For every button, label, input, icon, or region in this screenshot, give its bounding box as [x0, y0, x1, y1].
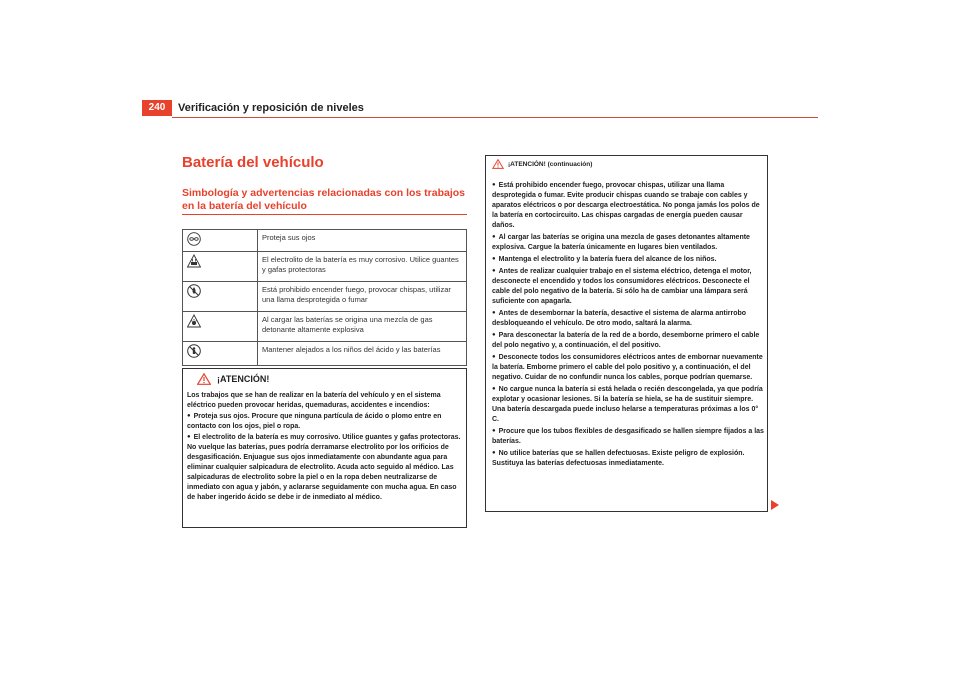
subsection-title: Simbología y advertencias relacionadas con los trabajos en la batería del vehículo [182, 187, 466, 212]
symbol-text: Está prohibido encender fuego, provocar chispas, utilizar una llama desprotegida o fumar [258, 282, 467, 312]
warning-item: ● No utilice baterías que se hallen defectuosas. Existe peligro de explosión. Sustituya las baterías defectuosas inmediatamente. [492, 449, 764, 469]
warning-item: ● Para desconectar la batería de la red de a bordo, desemborne primero el cable del polo negativo y, a continuación, el del positivo. [492, 331, 764, 351]
symbols-table [182, 229, 467, 366]
warning-item: ● El electrolito de la batería es muy corrosivo. Utilice guantes y gafas protectoras. No vuelque las baterías, pues podría derramarse electrolito por los orificios de desgasificación. Enjuague sus ojos inmediatamente con abundante agua para eliminar cualquier salpicadura de electrolito. Acuda acto seguido al médico. Las salpicaduras de electrolito sobre la piel o en la ropa deben neutralizarse de inmediato con agua y jabón, y aclararse seguidamente con mucha agua. En caso de haber ingerido ácido se debe ir de inmediato al médico. [187, 433, 464, 503]
warning-body [187, 391, 464, 504]
continuation-body [492, 181, 764, 471]
continuation-title: ¡ATENCIÓN! (continuación) [508, 161, 593, 168]
table-row [183, 252, 467, 282]
header-rule [172, 117, 818, 118]
symbol-text: El electrolito de la batería es muy corrosivo. Utilice guantes y gafas protectoras [258, 252, 467, 282]
warning-intro: Los trabajos que se han de realizar en la batería del vehículo y en el sistema eléctrico pueden provocar heridas, quemaduras, accidentes e incendios: [187, 392, 441, 409]
explosive-icon [187, 314, 201, 328]
continuation-header [486, 156, 767, 174]
keep-children-away-icon [187, 344, 201, 358]
warning-triangle-icon [492, 159, 504, 169]
page-number: 240 [142, 100, 172, 116]
table-row [183, 230, 467, 252]
header-title: Verificación y reposición de niveles [178, 102, 364, 114]
table-row [183, 342, 467, 366]
warning-item: ● Antes de desembornar la batería, desactive el sistema de alarma antirrobo desbloqueando el vehículo. De otro modo, saltará la alarma. [492, 309, 764, 329]
corrosive-icon [187, 254, 201, 268]
warning-item: ● Desconecte todos los consumidores eléctricos antes de embornar nuevamente la batería. Emborne primero el cable del polo positivo y, a continuación, el del negativo. Cuidar de no confundir nunca los cables, porque podrían quemarse. [492, 353, 764, 383]
warning-item: ● Al cargar las baterías se origina una mezcla de gases detonantes altamente explosiva. Cargue la batería únicamente en lugares bien ventilados. [492, 233, 764, 253]
warning-title: ¡ATENCIÓN! [217, 374, 270, 384]
no-fire-icon [187, 284, 201, 298]
warning-item: ● Mantenga el electrolito y la batería fuera del alcance de los niños. [492, 255, 764, 265]
symbol-text: Proteja sus ojos [258, 230, 467, 252]
table-row [183, 312, 467, 342]
symbol-text: Mantener alejados a los niños del ácido y las baterías [258, 342, 467, 366]
warning-triangle-icon [197, 373, 211, 385]
warning-header [183, 369, 466, 389]
warning-box [182, 368, 467, 528]
warning-item: ● Antes de realizar cualquier trabajo en el sistema eléctrico, detenga el motor, desconecte el encendido y todos los consumidores eléctricos. Desconecte el cable del polo negativo de la batería. Si sólo ha de cambiar una lámpara será suficiente con apagarla. [492, 267, 764, 307]
warning-item: ● Procure que los tubos flexibles de desgasificado se hallen siempre fijados a las baterías. [492, 427, 764, 447]
table-row [183, 282, 467, 312]
section-title: Batería del vehículo [182, 154, 324, 171]
warning-item: ● Está prohibido encender fuego, provocar chispas, utilizar una llama desprotegida o fumar. Evite producir chispas cuando se trabaje con cables y aparatos eléctricos o por descarga electroestática. No ponga jamás los polos de la batería en cortocircuito. Las chispas cargadas de energía pueden causar daños. [492, 181, 764, 231]
warning-item: ● Proteja sus ojos. Procure que ninguna partícula de ácido o plomo entre en contacto con los ojos, piel o ropa. [187, 412, 464, 432]
eye-protection-icon [187, 232, 201, 246]
symbol-text: Al cargar las baterías se origina una mezcla de gas detonante altamente explosiva [258, 312, 467, 342]
next-page-arrow-icon [771, 500, 779, 510]
warning-item: ● No cargue nunca la batería si está helada o recién descongelada, ya que podría explotar y ocasionar lesiones. Si la batería se hiela, se ha de sustituir siempre. Una batería descargada puede incluso helarse a temperaturas próximas a los 0° C. [492, 385, 764, 425]
subsection-rule [182, 214, 467, 215]
continuation-box [485, 155, 768, 512]
